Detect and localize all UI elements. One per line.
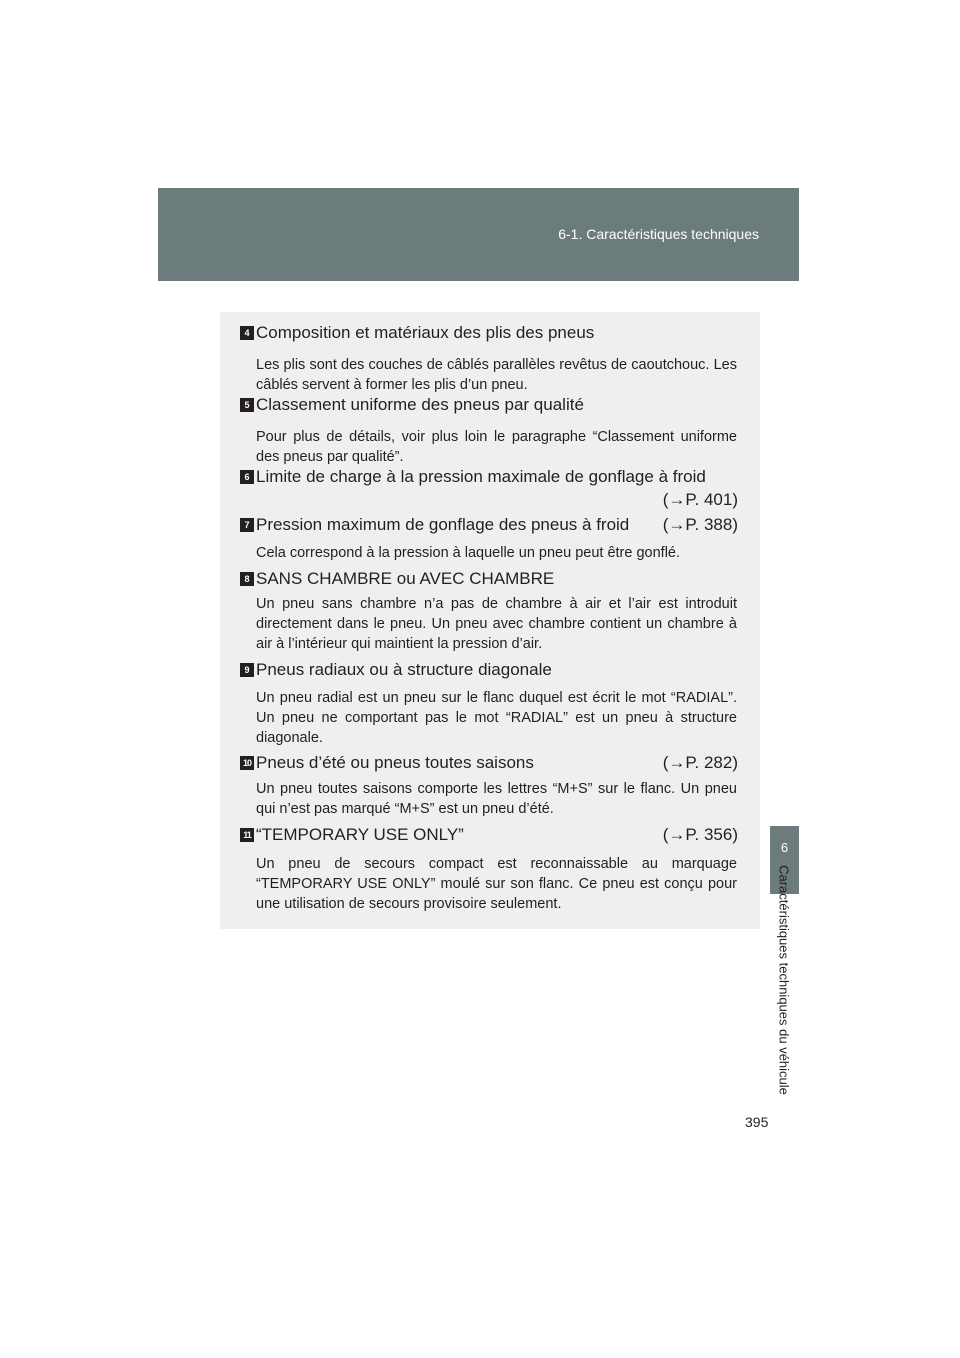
item-number-badge: 4 [240, 326, 254, 340]
item-title: SANS CHAMBRE ou AVEC CHAMBRE [256, 569, 555, 588]
item-number-badge: 11 [240, 828, 254, 842]
section-title: 6-1. Caractéristiques techniques [558, 226, 759, 242]
item-number-badge: 7 [240, 518, 254, 532]
item-body: Les plis sont des couches de câblés parallèles revêtus de caoutchouc. Les câblés servent à former les plis d’un pneu. [256, 357, 737, 393]
item-body: Pour plus de détails, voir plus loin le paragraphe “Classement uniforme des pneus par qualité”. [256, 429, 737, 465]
item-title: Composition et matériaux des plis des pneus [256, 323, 595, 342]
page-number: 395 [745, 1114, 769, 1130]
page-reference: (→P. 401) [662, 490, 738, 509]
item-body: Un pneu toutes saisons comporte les lettres “M+S” sur le flanc. Un pneu qui n’est pas marqué “M+S” est un pneu d’été. [256, 781, 737, 817]
item-title: Pneus d’été ou pneus toutes saisons [256, 753, 534, 772]
page-reference: (→P. 282) [662, 753, 738, 772]
chapter-label: Caractéristiques techniques du véhicule [776, 865, 792, 1095]
item-body: Cela correspond à la pression à laquelle un pneu peut être gonflé. [256, 545, 681, 561]
page-reference: (→P. 356) [662, 825, 738, 844]
item-body: Un pneu radial est un pneu sur le flanc duquel est écrit le mot “RADIAL”. Un pneu ne comportant pas le mot “RADIAL” est un pneu à structure diagonale. [256, 690, 737, 746]
chapter-number: 6 [780, 840, 789, 855]
page-reference: (→P. 388) [662, 515, 738, 534]
item-number-badge: 8 [240, 572, 254, 586]
section-header [158, 188, 799, 281]
item-body: Un pneu de secours compact est reconnaissable au marquage “TEMPORARY USE ONLY” moulé sur son flanc. Ce pneu est conçu pour une utilisation de secours provisoire seulement. [256, 856, 737, 912]
tire-info-box [220, 312, 760, 929]
item-title: Pneus radiaux ou à structure diagonale [256, 660, 552, 679]
item-title: Limite de charge à la pression maximale de gonflage à froid [256, 467, 706, 486]
item-body: Un pneu sans chambre n’a pas de chambre à air et l’air est introduit directement dans le pneu. Un pneu avec chambre contient un chambre à air à l’intérieur qui maintient la pression d’air. [256, 596, 737, 652]
item-title: Classement uniforme des pneus par qualité [256, 395, 584, 414]
item-number-badge: 10 [240, 756, 254, 770]
item-number-badge: 5 [240, 398, 254, 412]
item-title: “TEMPORARY USE ONLY” [256, 825, 464, 844]
item-title: Pression maximum de gonflage des pneus à froid [256, 515, 630, 534]
item-number-badge: 6 [240, 470, 254, 484]
item-number-badge: 9 [240, 663, 254, 677]
